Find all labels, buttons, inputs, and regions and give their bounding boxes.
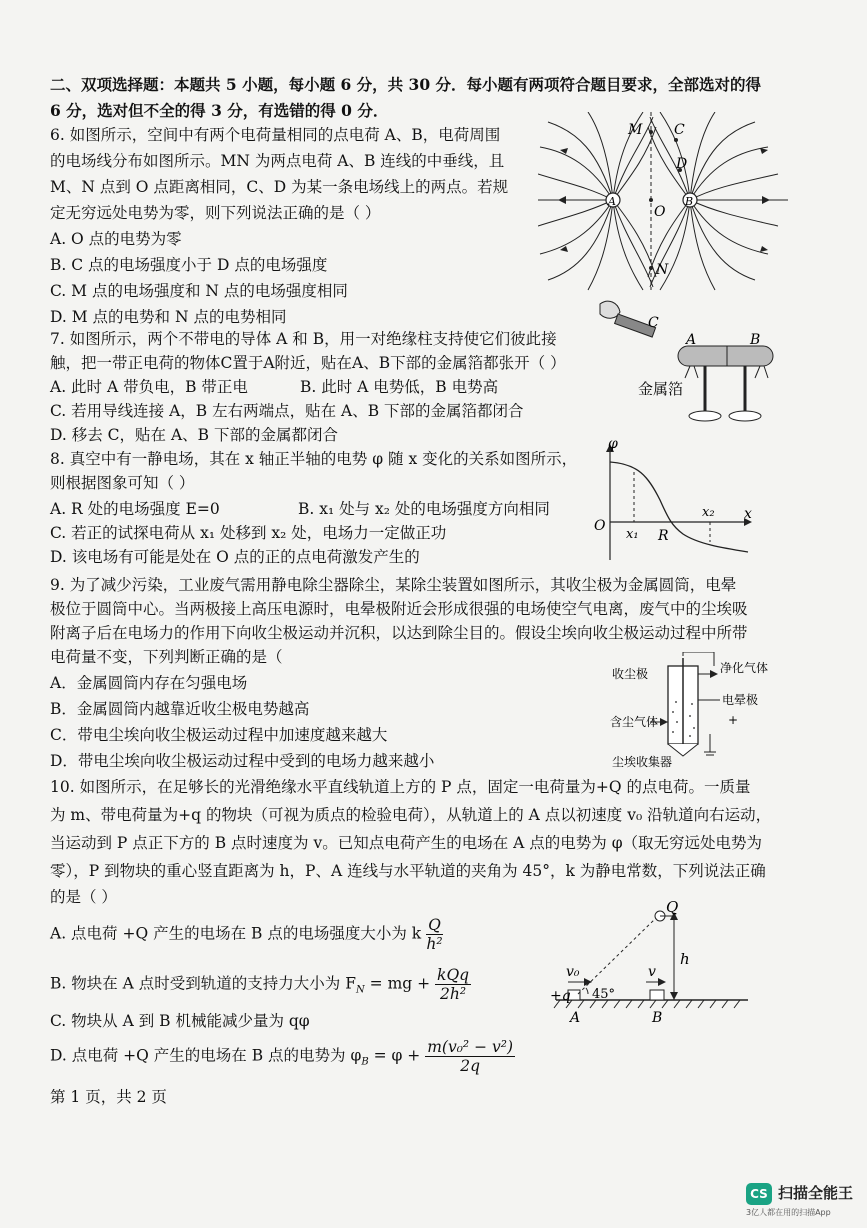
q8-option-c: C. 若正的试探电荷从 x₁ 处移到 x₂ 处，电场力一定做正功 xyxy=(50,524,447,542)
q10-option-b: B. 物块在 A 点时受到轨道的支持力大小为 $F_N$ = mg + $\frac{\text{kQq}}{\text{2h²}}$ xyxy=(50,966,470,1003)
q6-stem-line2: 的电场线分布如图所示。MN 为两点电荷 A、B 连线的中垂线，且 xyxy=(50,152,505,170)
page-footer: 第 1 页，共 2 页 xyxy=(50,1088,167,1106)
q7-conductors-figure xyxy=(590,294,790,434)
q9-option-d: D．带电尘埃向收尘极运动过程中受到的电场力越来越小 xyxy=(50,752,435,770)
q6-option-c: C. M 点的电场强度和 N 点的电场强度相同 xyxy=(50,282,348,300)
label-corona: 电晕极 xyxy=(722,693,759,707)
q10-stem-line1: 10. 如图所示，在足够长的光滑绝缘水平直线轨道上方的 P 点，固定一电荷量为+Q 的点电荷。一质量 xyxy=(50,778,751,796)
label-b: B xyxy=(685,195,694,208)
label-a: A xyxy=(570,1010,581,1026)
q7-stem-line2: 触，把一带正电荷的物体C置于A附近，贴在A、B下部的金属箔都张开（ ） xyxy=(50,354,566,372)
q7-stem-line1: 7. 如图所示，两个不带电的导体 A 和 B，用一对绝缘柱支持使它们彼此接 xyxy=(50,330,557,348)
q9-precipitator-figure xyxy=(610,652,790,770)
q10-option-a: A. 点电荷 +Q 产生的电场在 B 点的电场强度大小为 k $\frac{Q}{\text{h²}}$ xyxy=(50,916,443,953)
q10-option-d: D. 点电荷 +Q 产生的电场在 B 点的电势为 $\varphi_B = \varphi$ + $\frac{\text{m(v₀² − v²)}}{2q}$ xyxy=(50,1038,514,1075)
label-m: M xyxy=(628,122,643,138)
label-n: N xyxy=(656,262,669,278)
q9-stem-line2: 极位于圆筒中心。当两极接上高压电源时，电晕极附近会形成很强的电场使空气电离，废气中的尘埃吸 xyxy=(50,600,748,618)
label-dust-box: 尘埃收集器 xyxy=(612,755,673,769)
scanner-watermark xyxy=(746,1180,856,1220)
scanner-app-name: 扫描全能王 xyxy=(778,1184,854,1202)
q10-stem-line5: 的是（ ） xyxy=(50,888,117,906)
label-v: v xyxy=(648,964,656,980)
section-heading-line2: 6 分，选对但不全的得 3 分，有选错的得 0 分． xyxy=(50,101,389,120)
label-collector: 收尘极 xyxy=(612,667,649,681)
q8-stem-line1: 8. 真空中有一静电场，其在 x 轴正半轴的电势 φ 随 x 变化的关系如图所示， xyxy=(50,450,578,468)
q9-stem-line4: 电荷量不变，下列判断正确的是（ xyxy=(50,648,283,666)
label-foil: 金属箔 xyxy=(638,380,684,398)
q9-stem-line1: 9. 为了减少污染，工业废气需用静电除尘器除尘，某除尘装置如图所示，其收尘极为金属圆筒，电晕 xyxy=(50,576,737,594)
label-q-charge: Q xyxy=(666,898,679,916)
label-c: C xyxy=(648,315,659,331)
q8-stem-line2: 则根据图象可知（ ） xyxy=(50,474,195,492)
label-dusty-gas: 含尘气体 xyxy=(610,715,659,729)
q8-option-a: A. R 处的电场强度 E=0 xyxy=(50,500,220,518)
label-b: B xyxy=(652,1010,663,1026)
label-v0: v₀ xyxy=(566,964,580,980)
q7-option-a: A. 此时 A 带负电，B 带正电 xyxy=(50,378,248,396)
label-a: A xyxy=(608,195,616,208)
label-o: O xyxy=(654,204,666,220)
q9-option-c: C．带电尘埃向收尘极运动过程中加速度越来越大 xyxy=(50,726,388,744)
label-x: x xyxy=(744,506,752,522)
label-c: C xyxy=(674,122,685,138)
q7-option-b: B. 此时 A 电势低，B 电势高 xyxy=(300,378,499,396)
q10-stem-line2: 为 m、带电荷量为+q 的物块（可视为质点的检验电荷），从轨道上的 A 点以初速度 v₀ 沿轨道向右运动， xyxy=(50,806,772,824)
scanner-logo-icon: CS xyxy=(746,1183,772,1205)
q6-option-b: B. C 点的电场强度小于 D 点的电场强度 xyxy=(50,256,328,274)
q8-option-d: D. 该电场有可能是处在 O 点的正的点电荷激发产生的 xyxy=(50,548,420,566)
label-clean-gas: 净化气体 xyxy=(720,661,769,675)
scanner-tagline: 3亿人都在用的扫描App xyxy=(746,1208,831,1217)
label-phi: φ xyxy=(608,440,618,452)
q10-stem-line4: 零），P 到物块的重心竖直距离为 h，P、A 连线与水平轨道的夹角为 45°，k 为静电常数，下列说法正确 xyxy=(50,862,766,880)
q10-option-c: C. 物块从 A 到 B 机械能减少量为 qφ xyxy=(50,1012,310,1030)
q10-stem-line3: 当运动到 P 点正下方的 B 点时速度为 v。已知点电荷产生的电场在 A 点的电势为 φ（取无穷远处电势为 xyxy=(50,834,763,852)
q7-option-c: C. 若用导线连接 A，B 左右两端点，贴在 A、B 下部的金属箔都闭合 xyxy=(50,402,524,420)
label-h: h xyxy=(680,950,690,968)
q6-stem-line3: M、N 点到 O 点距离相同，C、D 为某一条电场线上的两点。若规 xyxy=(50,178,509,196)
label-b: B xyxy=(750,332,761,348)
q6-field-lines-figure xyxy=(538,112,848,292)
label-d: D xyxy=(676,156,688,172)
label-plus-q: +q xyxy=(550,988,571,1004)
label-x1: x₁ xyxy=(626,527,639,542)
section-heading-line1: 二、双项选择题：本题共 5 小题，每小题 6 分，共 30 分．每小题有两项符合题目要求，全部选对的得 xyxy=(50,75,762,94)
q9-option-a: A．金属圆筒内存在匀强电场 xyxy=(50,674,248,692)
label-a: A xyxy=(686,332,697,348)
q8-potential-graph xyxy=(588,440,758,568)
label-angle: 45° xyxy=(592,987,616,1002)
q9-option-b: B．金属圆筒内越靠近收尘极电势越高 xyxy=(50,700,310,718)
q10-track-figure xyxy=(548,896,753,1034)
q6-option-a: A. O 点的电势为零 xyxy=(50,230,182,248)
label-o: O xyxy=(594,518,606,534)
q7-option-d: D. 移去 C，贴在 A、B 下部的金属都闭合 xyxy=(50,426,338,444)
label-x2: x₂ xyxy=(702,505,715,520)
q6-option-d: D. M 点的电势和 N 点的电势相同 xyxy=(50,308,287,326)
q6-stem-line1: 6. 如图所示，空间中有两个电荷量相同的点电荷 A、B，电荷周围 xyxy=(50,126,501,144)
label-r: R xyxy=(658,528,669,544)
label-plus: + xyxy=(728,713,739,727)
q9-stem-line3: 附离子后在电场力的作用下向收尘极运动并沉积，以达到除尘目的。假设尘埃向收尘极运动过程中所带 xyxy=(50,624,748,642)
q8-option-b: B. x₁ 处与 x₂ 处的电场强度方向相同 xyxy=(298,500,550,518)
q6-stem-line4: 定无穷远处电势为零，则下列说法正确的是（ ） xyxy=(50,204,381,222)
